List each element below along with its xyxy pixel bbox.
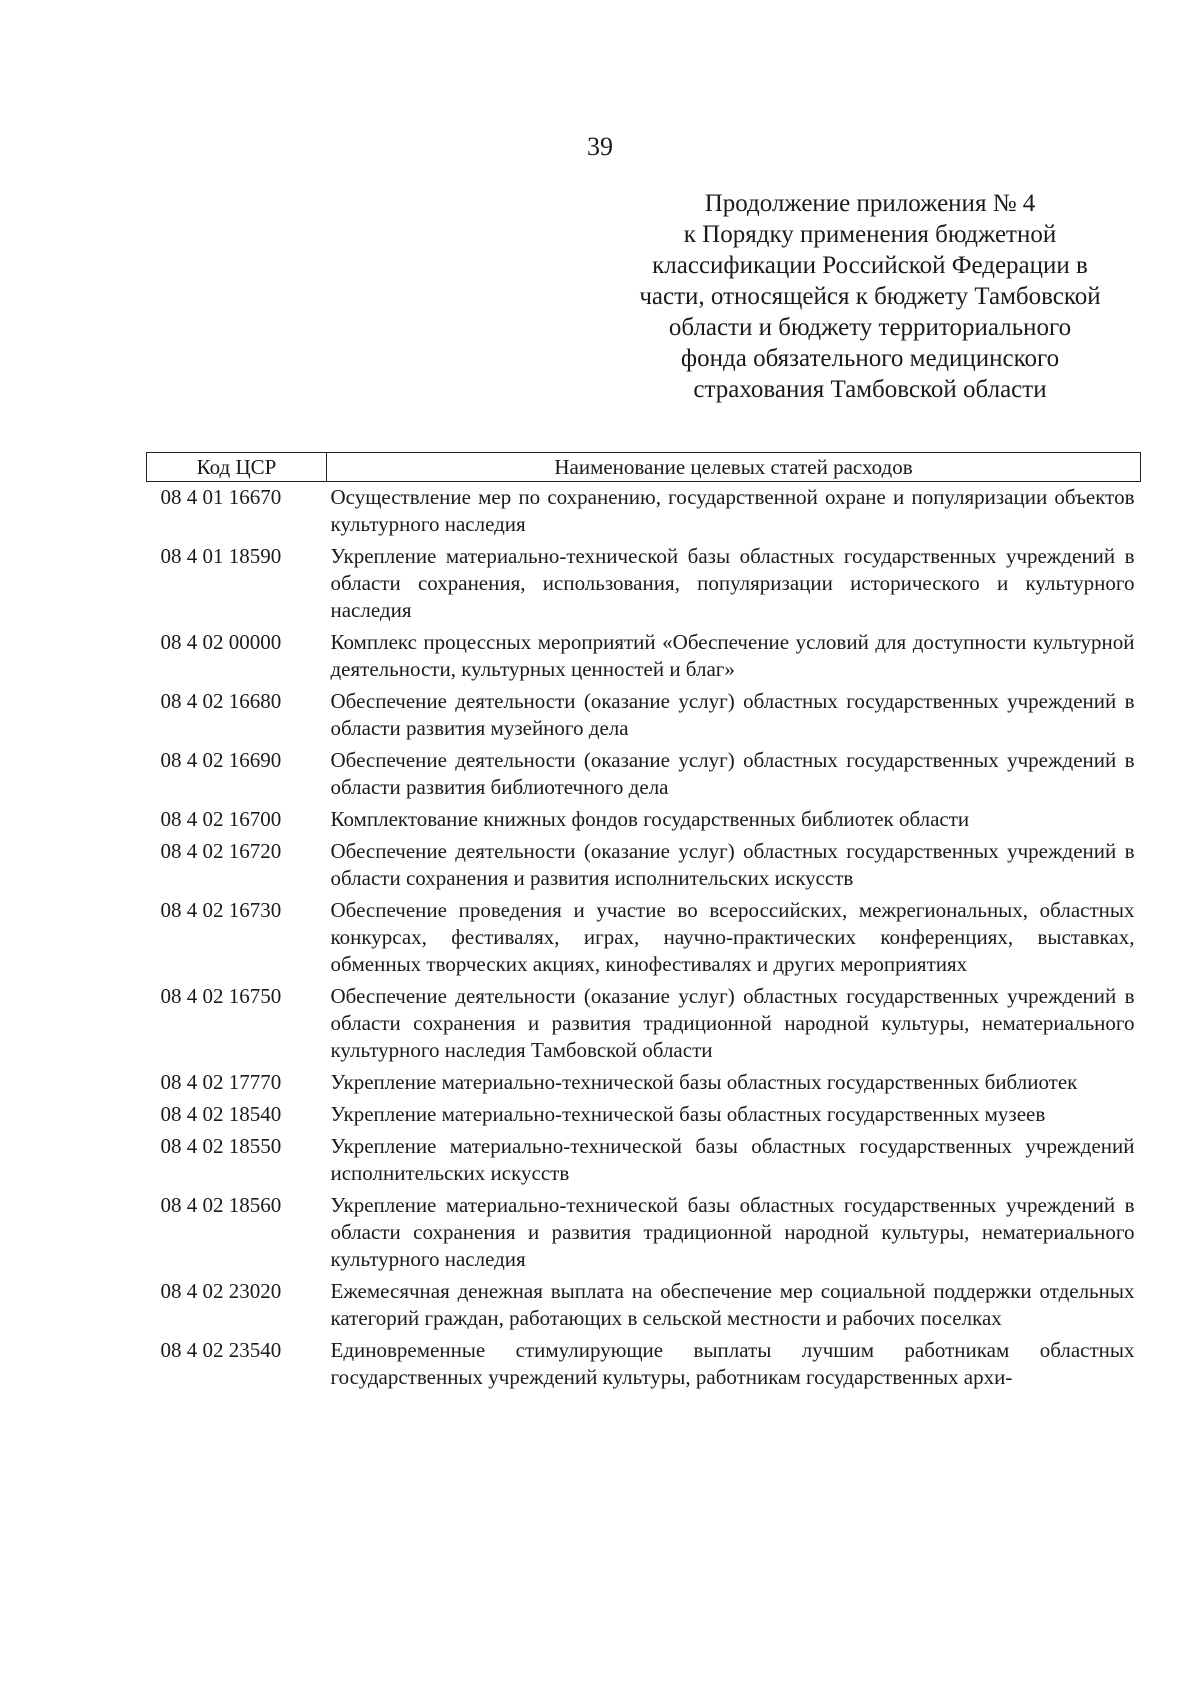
row-name: Единовременные стимулирующие выплаты лучшим работникам областных государственных учреждений культуры, работникам государственных архи- <box>330 1338 1135 1389</box>
table-row <box>147 541 1141 627</box>
table-row <box>147 1190 1141 1276</box>
table-row <box>147 627 1141 686</box>
row-name: Комплектование книжных фондов государственных библиотек области <box>330 807 970 831</box>
page-number: 39 <box>587 132 613 161</box>
row-code: 08 4 02 16680 <box>160 689 282 713</box>
table-row <box>147 1335 1141 1394</box>
row-code: 08 4 02 18540 <box>160 1102 282 1126</box>
row-code: 08 4 02 16720 <box>160 839 282 863</box>
appendix-header <box>600 188 1140 405</box>
table-row <box>147 1099 1141 1131</box>
header-line: к Порядку применения бюджетной <box>683 221 1057 248</box>
table-row <box>147 804 1141 836</box>
column-header-code: Код ЦСР <box>147 453 327 482</box>
row-name: Укрепление материально-технической базы областных государственных библиотек <box>330 1070 1078 1094</box>
row-code: 08 4 01 18590 <box>160 544 282 568</box>
row-code: 08 4 01 16670 <box>160 485 282 509</box>
row-name: Укрепление материально-технической базы областных государственных учреждений в области сохранения, использования, популяризации исторического и культурного наследия <box>330 544 1135 622</box>
header-line: части, относящейся к бюджету Тамбовской <box>639 283 1101 310</box>
row-name: Обеспечение проведения и участие во всероссийских, межрегиональных, областных конкурсах, фестивалях, играх, научно-практических конференциях, выставках, обменных творческих акциях, кинофестивалях и других мероприятиях <box>330 898 1135 976</box>
row-code: 08 4 02 18550 <box>160 1134 282 1158</box>
row-name: Обеспечение деятельности (оказание услуг) областных государственных учреждений в области развития библиотечного дела <box>330 748 1135 799</box>
table-row <box>147 895 1141 981</box>
row-code: 08 4 02 00000 <box>160 630 282 654</box>
header-line: области и бюджету территориального <box>668 314 1072 341</box>
table-row <box>147 1276 1141 1335</box>
header-line: классификации Российской Федерации в <box>652 252 1088 279</box>
row-name: Укрепление материально-технической базы областных государственных учреждений в области сохранения и развития традиционной народной культуры, нематериального культурного наследия <box>330 1193 1135 1271</box>
header-line: Продолжение приложения № 4 <box>704 190 1036 217</box>
row-name: Осуществление мер по сохранению, государственной охране и популяризации объектов культурного наследия <box>330 485 1135 536</box>
header-line: фонда обязательного медицинского <box>680 345 1060 372</box>
row-name: Комплекс процессных мероприятий «Обеспечение условий для доступности культурной деятельности, культурных ценностей и благ» <box>330 630 1135 681</box>
table-row <box>147 1067 1141 1099</box>
header-line: страхования Тамбовской области <box>693 376 1047 403</box>
row-code: 08 4 02 23020 <box>160 1279 282 1303</box>
row-code: 08 4 02 17770 <box>160 1070 282 1094</box>
column-header-name: Наименование целевых статей расходов <box>327 453 1141 482</box>
table-row <box>147 1131 1141 1190</box>
row-code: 08 4 02 16750 <box>160 984 282 1008</box>
row-name: Обеспечение деятельности (оказание услуг) областных государственных учреждений в области сохранения и развития исполнительских искусств <box>330 839 1135 890</box>
row-name: Обеспечение деятельности (оказание услуг) областных государственных учреждений в области сохранения и развития традиционной народной культуры, нематериального культурного наследия Тамбовской области <box>330 984 1135 1062</box>
table-row <box>147 686 1141 745</box>
table-row <box>147 745 1141 804</box>
row-code: 08 4 02 16730 <box>160 898 282 922</box>
row-name: Обеспечение деятельности (оказание услуг) областных государственных учреждений в области развития музейного дела <box>330 689 1135 740</box>
row-code: 08 4 02 16700 <box>160 807 282 831</box>
table-header-row <box>147 453 1141 482</box>
row-name: Укрепление материально-технической базы областных государственных музеев <box>330 1102 1046 1126</box>
row-code: 08 4 02 23540 <box>160 1338 282 1362</box>
table-row <box>147 836 1141 895</box>
row-code: 08 4 02 18560 <box>160 1193 282 1217</box>
expense-items-table <box>146 452 1141 1394</box>
row-name: Ежемесячная денежная выплата на обеспечение мер социальной поддержки отдельных категорий граждан, работающих в сельской местности и рабочих поселках <box>330 1279 1135 1330</box>
table-row <box>147 981 1141 1067</box>
table-row <box>147 482 1141 542</box>
row-code: 08 4 02 16690 <box>160 748 282 772</box>
row-name: Укрепление материально-технической базы областных государственных учреждений исполнительских искусств <box>330 1134 1135 1185</box>
